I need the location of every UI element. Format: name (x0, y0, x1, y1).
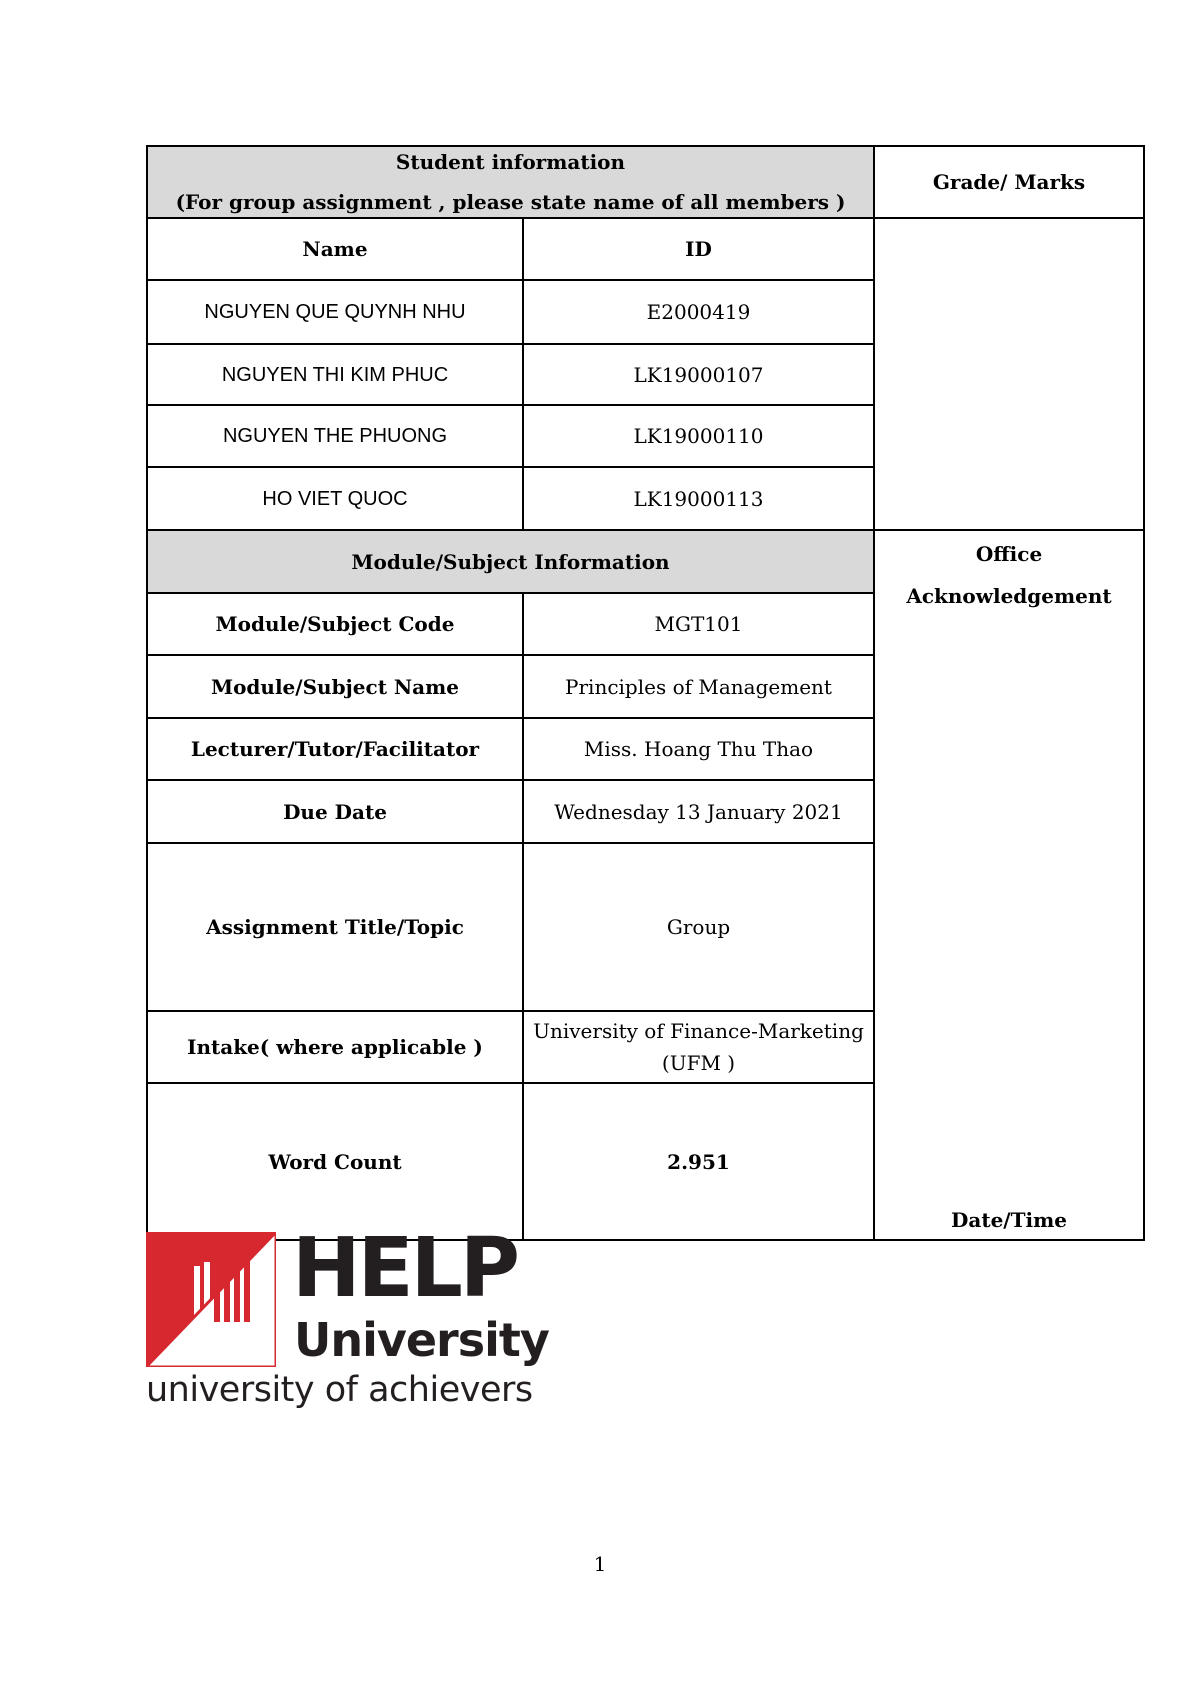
help-logo-mark-icon (146, 1232, 276, 1367)
word-count-value: 2.951 (523, 1083, 874, 1240)
assignment-topic-value: Group (523, 843, 874, 1011)
member-name: NGUYEN THE PHUONG (147, 405, 523, 467)
office-acknowledgement-cell (874, 530, 1144, 1240)
office-title-line1: Office (975, 542, 1043, 566)
office-acknowledgement-title (875, 533, 1143, 617)
member-name: NGUYEN QUE QUYNH NHU (147, 280, 523, 344)
module-info-header: Module/Subject Information (147, 530, 874, 593)
intake-label: Intake( where applicable ) (147, 1011, 523, 1083)
lecturer-label: Lecturer/Tutor/Facilitator (147, 718, 523, 780)
member-name: HO VIET QUOC (147, 467, 523, 530)
lecturer-value: Miss. Hoang Thu Thao (523, 718, 874, 780)
office-date-time-label: Date/Time (951, 1208, 1067, 1232)
due-date-value: Wednesday 13 January 2021 (523, 780, 874, 843)
due-date-label: Due Date (147, 780, 523, 843)
cover-sheet-table (146, 145, 1145, 1241)
name-column-header: Name (147, 218, 523, 280)
member-id: LK19000110 (523, 405, 874, 467)
member-id: LK19000113 (523, 467, 874, 530)
student-info-title: Student information (395, 150, 626, 174)
grade-marks-cell (874, 218, 1144, 530)
module-code-label: Module/Subject Code (147, 593, 523, 655)
intake-value (523, 1011, 874, 1083)
logo-brand-text: HELP (292, 1221, 517, 1316)
intake-value-line2: (UFM ) (661, 1051, 736, 1075)
grade-marks-header: Grade/ Marks (874, 146, 1144, 218)
member-id: E2000419 (523, 280, 874, 344)
logo-university-text: University (294, 1313, 549, 1367)
assignment-topic-label: Assignment Title/Topic (147, 843, 523, 1011)
help-university-logo (146, 1221, 549, 1412)
student-info-subtitle: (For group assignment , please state name of all members ) (175, 190, 846, 214)
office-title-line2: Acknowledgement (906, 584, 1112, 608)
word-count-label: Word Count (147, 1083, 523, 1240)
module-name-value: Principles of Management (523, 655, 874, 718)
member-name: NGUYEN THI KIM PHUC (147, 344, 523, 405)
logo-tagline-text: university of achievers (146, 1370, 533, 1410)
member-id: LK19000107 (523, 344, 874, 405)
page-number: 1 (593, 1552, 607, 1576)
student-info-header (147, 146, 874, 218)
module-name-label: Module/Subject Name (147, 655, 523, 718)
module-code-value: MGT101 (523, 593, 874, 655)
id-column-header: ID (523, 218, 874, 280)
intake-value-line1: University of Finance-Marketing (533, 1019, 864, 1043)
